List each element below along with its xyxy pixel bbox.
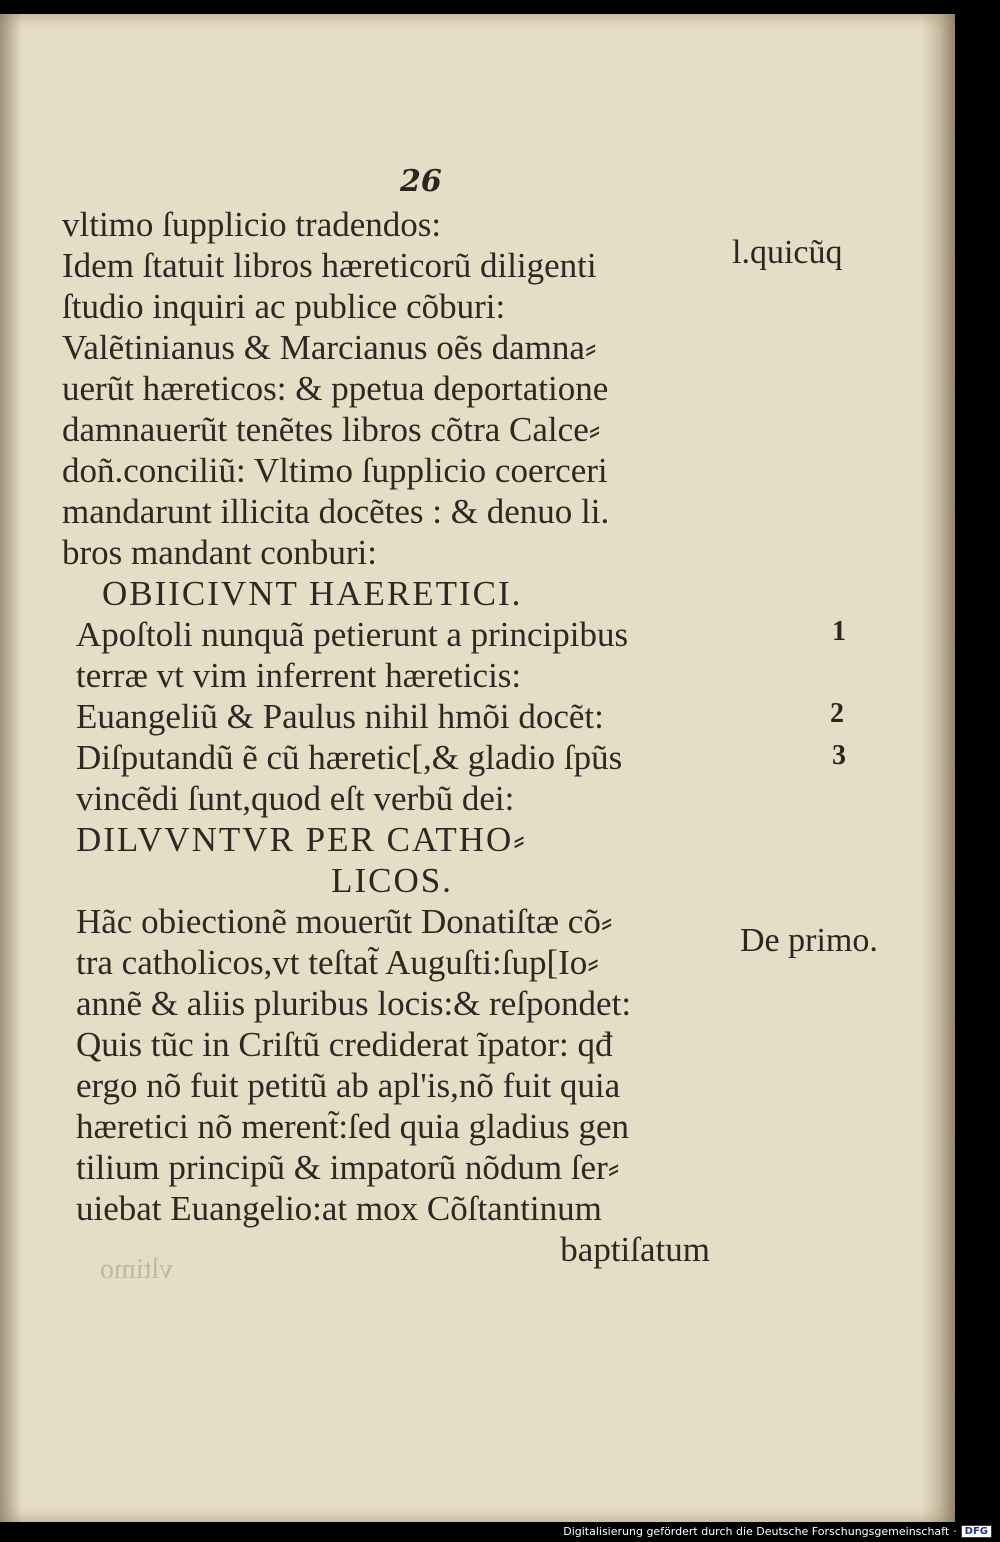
section-heading: OBIICIVNT HAERETICI. [102,574,523,613]
text-line: Euangeliũ & Paulus nihil hmõi docẽt: [76,697,604,736]
text-line: vincẽdi ſunt,quod eſt verbũ dei: [76,779,515,818]
text-line: annẽ & aliis pluribus locis:& reſpondet: [76,984,632,1023]
section-heading: DILVVNTVR PER CATHO⸗ [76,820,527,859]
text-line: ergo nõ fuit petitũ ab apl'is,nõ fuit quia [76,1066,621,1105]
text-line: vltimo ſupplicio tradendos: [62,205,442,244]
text-line: terræ vt vim inferrent hæreticis: [76,656,522,695]
credit-text: Digitalisierung gefördert durch die Deutsche Forschungsgemeinschaft [563,1525,950,1538]
margin-note-heading: De primo. [740,922,878,959]
text-line: Hãc obiectionẽ mouerũt Donatiſtæ cõ⸗ [76,902,613,941]
text-line: hæretici nõ merent̃:ſed quia gladius gen [76,1107,630,1146]
margin-note-citation: l.quicũq [732,234,843,271]
gutter-shadow [0,14,22,1522]
text-line: Idem ſtatuit libros hæreticorũ diligenti [62,246,597,285]
text-line: doñ.conciliũ: Vltimo ſupplicio coerceri [62,451,608,490]
catchword: baptiſatum [560,1230,710,1269]
text-line: uerũt hæreticos: & ppetua deportatione [62,369,609,408]
margin-number: 3 [832,740,846,771]
text-line: mandarunt illicita docẽtes : & denuo li. [62,492,610,531]
text-line: ſtudio inquiri ac publice cõburi: [62,287,506,326]
section-heading: LICOS. [331,861,453,900]
text-line: Diſputandũ ẽ cũ hæretic[,& gladio ſpũs [76,738,623,777]
separator: · [953,1525,957,1538]
text-line: uiebat Euangelio:at mox Cõſtantinum [76,1189,602,1228]
text-line: tra catholicos,vt teſtat̃ Auguſti:ſup[Io⸗ [76,943,599,982]
dfg-logo-icon: DFG [961,1525,992,1538]
bleed-through-text: vltimo [100,1254,174,1285]
digitization-credit [563,1525,992,1538]
text-line: bros mandant conburi: [62,533,377,572]
margin-number: 2 [830,698,844,729]
text-line: tilium principũ & impatorũ nõdum ſer⸗ [76,1148,620,1187]
page-number: 26 [400,164,442,199]
text-line: Valẽtinianus & Marcianus oẽs damna⸗ [62,328,597,367]
book-page [0,14,955,1522]
text-line: Apoſtoli nunquã petierunt a principibus [76,615,629,654]
main-text-block [62,204,722,1270]
text-line: Quis tũc in Criſtũ crediderat ĩpator: qđ [76,1025,613,1064]
page-edge-shadow [921,14,955,1522]
margin-number: 1 [832,616,846,647]
text-line: damnauerũt tenẽtes libros cõtra Calce⸗ [62,410,601,449]
